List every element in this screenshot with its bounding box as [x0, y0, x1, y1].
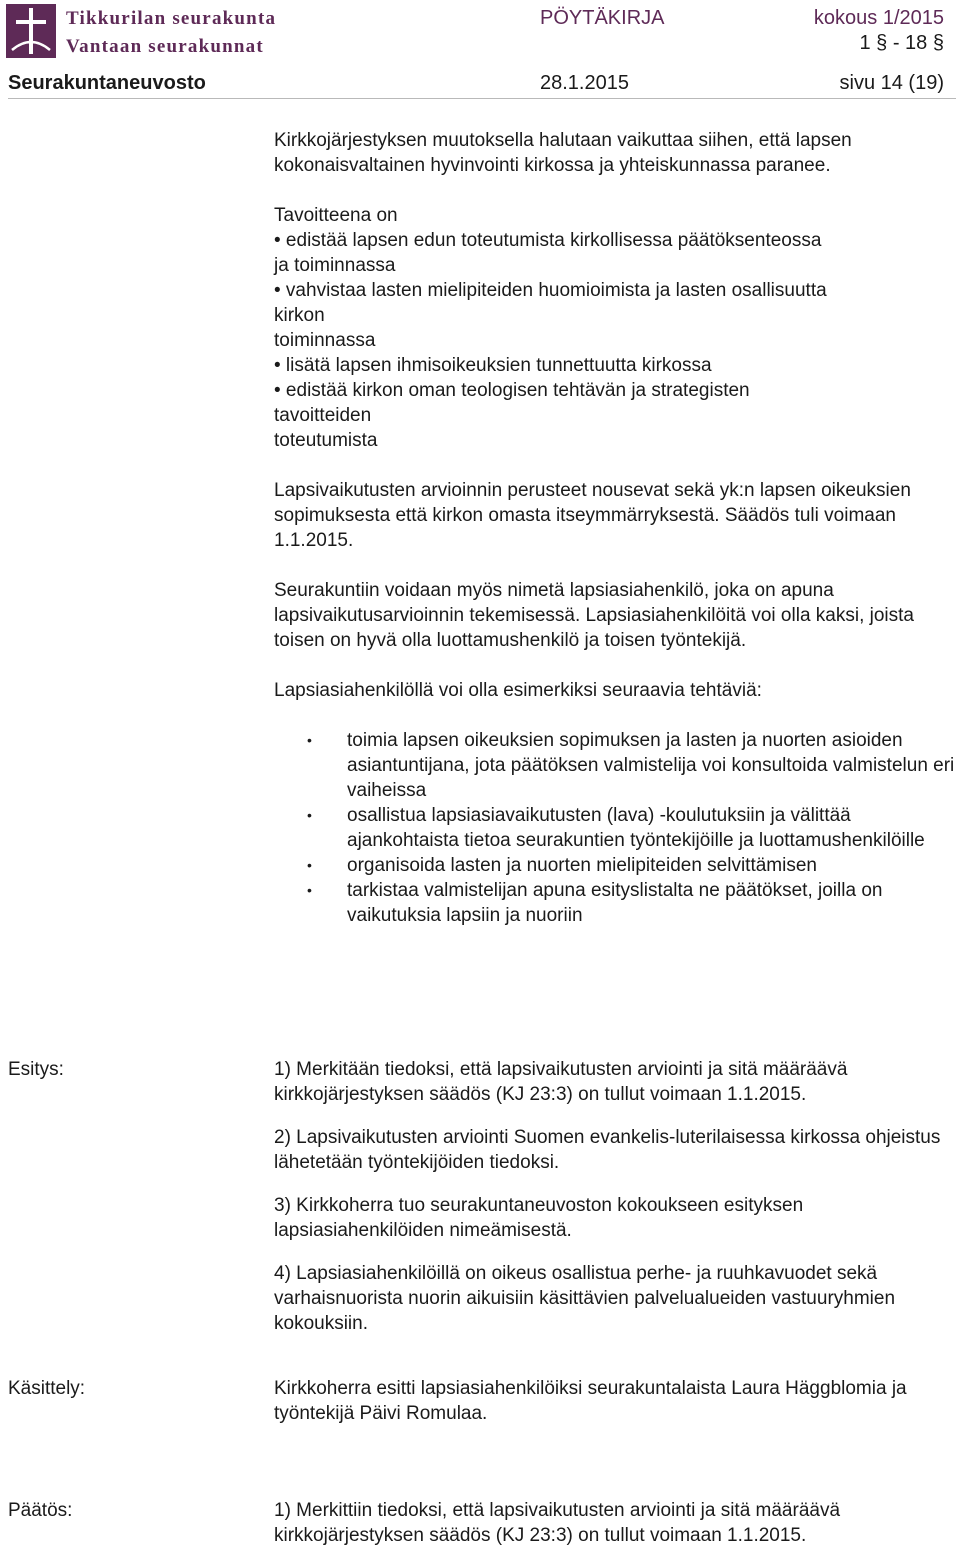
- paatos-label: Päätös:: [8, 1500, 73, 1521]
- header-divider: [8, 98, 956, 99]
- list-item: • organisoida lasten ja nuorten mielipiteiden selvittämisen: [274, 853, 960, 878]
- kasittely-label: Käsittely:: [8, 1378, 86, 1399]
- meeting-number: kokous 1/2015: [813, 7, 944, 29]
- kasittely-text: Kirkkoherra esitti lapsiasiahenkilöiksi seurakuntalaista Laura Häggblomia ja työntekijä Päivi Romulaa.: [274, 1378, 907, 1424]
- paragraph-basis: Lapsivaikutusten arvioinnin perusteet nousevat sekä yk:n lapsen oikeuksien sopimuksesta että kirkon omasta itseymmärryksestä. Säädös tuli voimaan 1.1.2015.: [274, 480, 911, 551]
- logo-text-line2: Vantaan seurakunnat: [66, 36, 264, 57]
- list-item: • osallistua lapsiasiavaikutusten (lava) -koulutuksiin ja välittää ajankohtaista tietoa seurakuntien työntekijöille ja luottamushenkilöille: [274, 803, 960, 853]
- goal-line: kirkon: [274, 305, 325, 326]
- goal-line: • lisätä lapsen ihmisoikeuksien tunnettuutta kirkossa: [274, 355, 712, 376]
- esitys-item: 1) Merkitään tiedoksi, että lapsivaikutusten arviointi ja sitä määräävä kirkkojärjestyksen säädös (KJ 23:3) on tullut voimaan 1.1.2015.: [274, 1059, 848, 1105]
- goal-line: ja toiminnassa: [274, 255, 396, 276]
- logo-text-line1: Tikkurilan seurakunta: [66, 8, 277, 29]
- esitys-item: 3) Kirkkoherra tuo seurakuntaneuvoston kokoukseen esityksen lapsiasiahenkilöiden nimeämisestä.: [274, 1195, 804, 1241]
- goal-line: tavoitteiden: [274, 405, 372, 426]
- section-range: 1 § - 18 §: [859, 32, 944, 54]
- goals-intro: Tavoitteena on: [274, 205, 398, 226]
- meeting-date: 28.1.2015: [540, 72, 629, 94]
- tasks-intro: Lapsiasiahenkilöllä voi olla esimerkiksi seuraavia tehtäviä:: [274, 680, 762, 701]
- esitys-label: Esitys:: [8, 1059, 64, 1080]
- paragraph-contact-person: Seurakuntiin voidaan myös nimetä lapsiasiahenkilö, joka on apuna lapsivaikutusarvioinnin tekemisessä. Lapsiasiahenkilöitä voi olla kaksi, joista toisen on hyvä olla luottamushenkilö ja toisen työntekijä.: [274, 580, 914, 651]
- esitys-item: 2) Lapsivaikutusten arviointi Suomen evankelis-luterilaisessa kirkossa ohjeistus lähetetään työntekijöiden tiedoksi.: [274, 1127, 941, 1173]
- paragraph-intro: Kirkkojärjestyksen muutoksella halutaan vaikuttaa siihen, että lapsen kokonaisvaltainen hyvinvointi kirkossa ja yhteiskunnassa paranee.: [274, 130, 852, 176]
- list-item: • toimia lapsen oikeuksien sopimuksen ja lasten ja nuorten asioiden asiantuntijana, jota päätöksen valmistelija voi konsultoida valmistelun eri vaiheissa: [274, 728, 960, 803]
- esitys-item: 4) Lapsiasiahenkilöillä on oikeus osallistua perhe- ja ruuhkavuodet sekä varhaisnuorista nuorin aikuisiin käsittävien palvelualueiden vastuuryhmien kokouksiin.: [274, 1263, 896, 1334]
- goal-line: • vahvistaa lasten mielipiteiden huomioimista ja lasten osallisuutta: [274, 280, 827, 301]
- goal-line: • edistää kirkon oman teologisen tehtävän ja strategisten: [274, 380, 750, 401]
- list-item: • tarkistaa valmistelijan apuna esityslistalta ne päätökset, joilla on vaikutuksia lapsiin ja nuoriin: [274, 878, 960, 928]
- paatos-text: 1) Merkittiin tiedoksi, että lapsivaikutusten arviointi ja sitä määräävä kirkkojärjestyksen säädös (KJ 23:3) on tullut voimaan 1.1.2015.: [274, 1500, 841, 1546]
- tasks-list: [274, 728, 960, 928]
- page-header: [0, 0, 960, 100]
- document-type: PÖYTÄKIRJA: [540, 7, 665, 29]
- esitys-section: [274, 1057, 960, 1336]
- organization-name: Seurakuntaneuvosto: [8, 72, 206, 94]
- goal-line: toiminnassa: [274, 330, 376, 351]
- document-body: [274, 128, 960, 928]
- goal-line: toteutumista: [274, 430, 378, 451]
- page-number: sivu 14 (19): [839, 72, 944, 94]
- cross-logo-icon: [6, 4, 56, 58]
- goal-line: • edistää lapsen edun toteutumista kirkollisessa päätöksenteossa: [274, 230, 822, 251]
